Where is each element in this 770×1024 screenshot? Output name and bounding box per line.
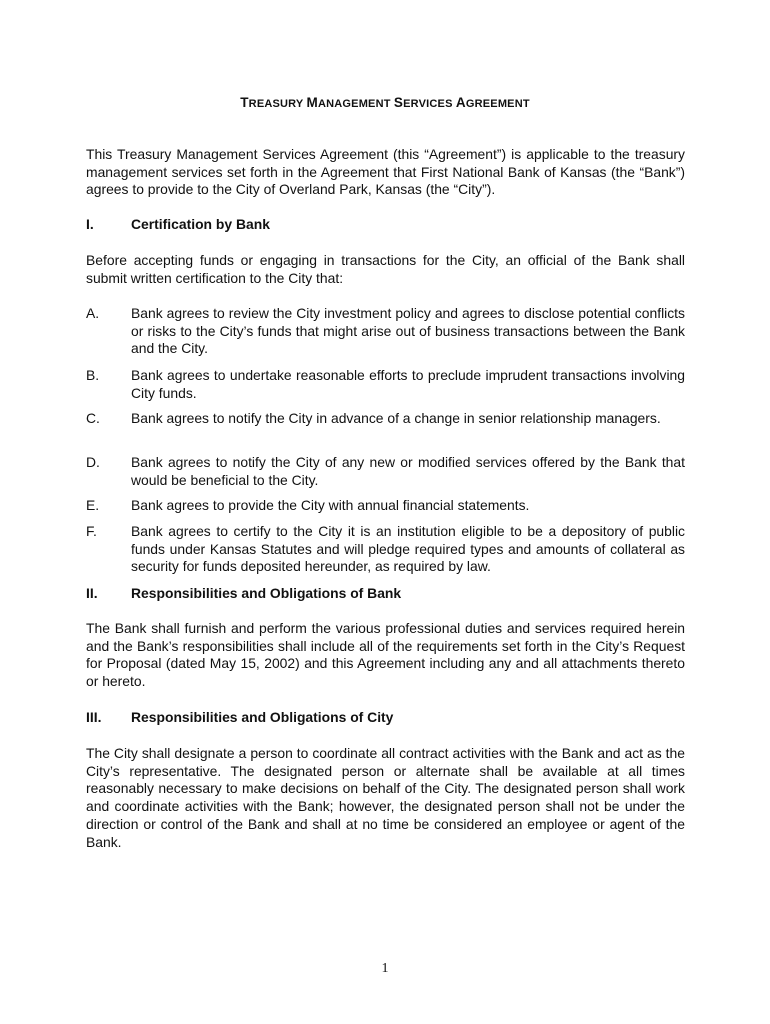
page-number: 1 [381,961,389,976]
section-number: II. [86,585,98,601]
title-letter: S [393,95,404,110]
section-number: III. [86,709,102,725]
list-item-text: Bank agrees to notify the City in advance of a change in senior relationship managers. [131,410,661,426]
title-letter: A [455,95,466,110]
title-smallcaps: ANAGEMENT [317,98,394,110]
section-1-body: Before accepting funds or engaging in transactions for the City, an official of the Bank shall submit written certification to the City that: [86,252,685,286]
document-title [0,96,770,111]
title-smallcaps: REASURY [248,98,307,110]
title-letter: M [306,95,318,110]
title-smallcaps: ERVICES [403,98,456,110]
section-2-body: The Bank shall furnish and perform the various professional duties and services required herein and the Bank’s responsibilities shall include all of the requirements set forth in the City’s Request for Proposal (dated May 15, 2002) and this Agreement including any and all attachments thereto or hereto. [86,620,685,690]
list-item-text: Bank agrees to review the City investment policy and agrees to disclose potential conflicts or risks to the City’s funds that might arise out of business transactions between the Bank and the City. [131,305,685,357]
list-item-text: Bank agrees to notify the City of any new or modified services offered by the Bank that would be beneficial to the City. [131,454,685,488]
list-item-text: Bank agrees to undertake reasonable efforts to preclude imprudent transactions involving City funds. [131,367,685,401]
list-item-letter: D. [86,454,100,470]
list-item-text: Bank agrees to certify to the City it is an institution eligible to be a depository of public funds under Kansas Statutes and will pledge required types and amounts of collateral as security for funds deposited hereunder, as required by law. [131,523,685,575]
section-3-body: The City shall designate a person to coordinate all contract activities with the Bank and act as the City’s representative. The designated person or alternate shall be available at all times reasonably necessary to make decisions on behalf of the City. The designated person shall work and coordinate activities with the Bank; however, the designated person shall not be under the direction or control of the Bank and shall at no time be considered an employee or agent of the Bank. [86,745,685,850]
title-letter: T [240,95,249,110]
title-smallcaps: GREEMENT [465,98,530,110]
section-number: I. [86,216,94,232]
list-item-text: Bank agrees to provide the City with annual financial statements. [131,497,530,513]
list-item-letter: A. [86,305,100,321]
list-item-letter: E. [86,497,100,513]
list-item-letter: F. [86,523,97,539]
section-title: Responsibilities and Obligations of Bank [131,585,402,601]
section-title: Certification by Bank [131,216,270,232]
list-item-letter: C. [86,410,100,426]
section-title: Responsibilities and Obligations of City [131,709,394,725]
list-item-letter: B. [86,367,100,383]
intro-paragraph: This Treasury Management Services Agreement (this “Agreement”) is applicable to the treasury management services set forth in the Agreement that First National Bank of Kansas (the “Bank”) agrees to provide to the City of Overland Park, Kansas (the “City”). [86,146,685,198]
